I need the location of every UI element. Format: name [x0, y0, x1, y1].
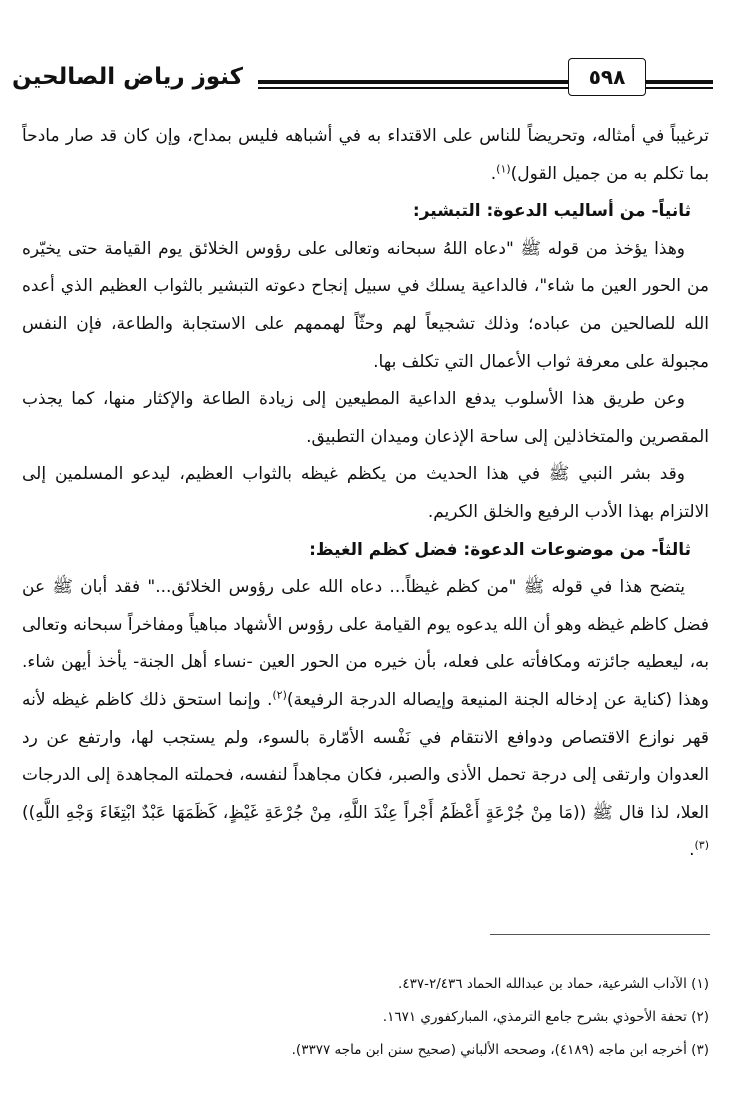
footnotes — [22, 968, 709, 1067]
main-text — [22, 118, 709, 870]
heading-glad-tidings: ثانياً- من أساليب الدعوة: التبشير: — [412, 201, 691, 222]
header-rule-right-thin — [645, 87, 713, 89]
paragraph-4: وقد بشر النبي ﷺ في هذا الحديث من يكظم غيظه بالثواب العظيم، ليدعو المسلمين إلى الالتزام بهذا الأدب الرفيع والخلق الكريم. — [22, 464, 709, 522]
paragraph-5-end: . — [689, 840, 695, 861]
footnote-ref-1: (١) — [496, 161, 511, 175]
footnote-separator — [490, 934, 710, 935]
page-header — [0, 58, 731, 118]
footnote-1: (١) الآداب الشرعية، حماد بن عبدالله الحماد ٢/٤٣٦-٤٣٧. — [398, 976, 709, 992]
header-rule-right — [645, 80, 713, 84]
header-rule-left-thin — [258, 87, 568, 89]
footnote-ref-2: (٢) — [272, 688, 287, 702]
footnote-2: (٢) تحفة الأحوذي بشرح جامع الترمذي، المباركفوري ١٦٧١. — [382, 1009, 709, 1025]
page-number: ٥٩٨ — [568, 58, 646, 96]
footnote-ref-3: (٣) — [694, 838, 709, 852]
paragraph-2: وهذا يؤخذ من قوله ﷺ "دعاه اللهُ سبحانه وتعالى على رؤوس الخلائق يوم القيامة حتى يخيّره من الحور العين ما شاء"، فالداعية يسلك في سبيل إنجاح دعوته التبشير بالثواب العظيم الذي أعده الله للصالحين من عباده؛ وذلك تشجيعاً لهم وحثّاً لهممهم على الاستجابة والطاعة، فإن النفس مجبولة على معرفة ثواب الأعمال التي تكلف بها. — [22, 238, 709, 372]
header-rule-left — [258, 80, 568, 84]
footnote-3: (٣) أخرجه ابن ماجه (٤١٨٩)، وصححه الألباني (صحيح سنن ابن ماجه ٣٣٧٧). — [291, 1042, 709, 1058]
paragraph-1-text: ترغيباً في أمثاله، وتحريضاً للناس على الاقتداء به في أشباهه فليس بمداح، وإن كان قد صار مادحاً بما تكلم به من جميل القول) — [22, 126, 709, 184]
paragraph-1: ترغيباً في أمثاله، وتحريضاً للناس على الاقتداء به في أشباهه فليس بمداح، وإن كان قد صار مادحاً بما تكلم به من جميل القول)$^{(١)}$. — [22, 126, 709, 184]
paragraph-3: وعن طريق هذا الأسلوب يدفع الداعية المطيعين إلى زيادة الطاعة والإكثار منها، كما يجذب المقصرين والمتخاذلين إلى ساحة الإذعان وميدان التطبيق. — [22, 389, 709, 447]
paragraph-5-continued: . وإنما استحق ذلك كاظم غيظه لأنه قهر نوازع الاقتصاص ودوافع الانتقام في نَفْسه الأمّارة بالسوء، ولم يستجب لها، وارتفع عن رد العدوان وارتقى إلى درجة تحمل الأذى والصبر، فكان مجاهداً لنفسه، فحملته المجاهدة إلى الدرجات العلا، لذا قال ﷺ ((مَا مِنْ جُرْعَةٍ أَعْظَمُ أَجْراً عِنْدَ اللَّهِ، مِنْ جُرْعَةِ غَيْظٍ، كَظَمَهَا عَبْدٌ ابْتِغَاءَ وَجْهِ اللَّهِ)) — [22, 689, 709, 823]
paragraph-5-text: يتضح هذا في قوله ﷺ "من كظم غيظاً... دعاه الله على رؤوس الخلائق..." فقد أبان ﷺ عن فضل كاظم غيظه وهو أن الله يدعوه يوم القيامة على رؤوس الأشهاد مباهياً ومفاخراً سبحانه وتعالى به، ليعطيه جائزته ومكافأته على فعله، بأن خيره من الحور العين -نساء أهل الجنة- يأخذ أيهن شاء. وهذا (كناية عن إدخاله الجنة المنيعة وإيصاله الدرجة الرفيعة) — [22, 577, 710, 710]
running-title: كنوز رياض الصالحين — [12, 64, 244, 90]
paragraph-5 — [22, 569, 709, 870]
heading-restraining-anger: ثالثاً- من موضوعات الدعوة: فضل كظم الغيظ: — [309, 539, 691, 560]
